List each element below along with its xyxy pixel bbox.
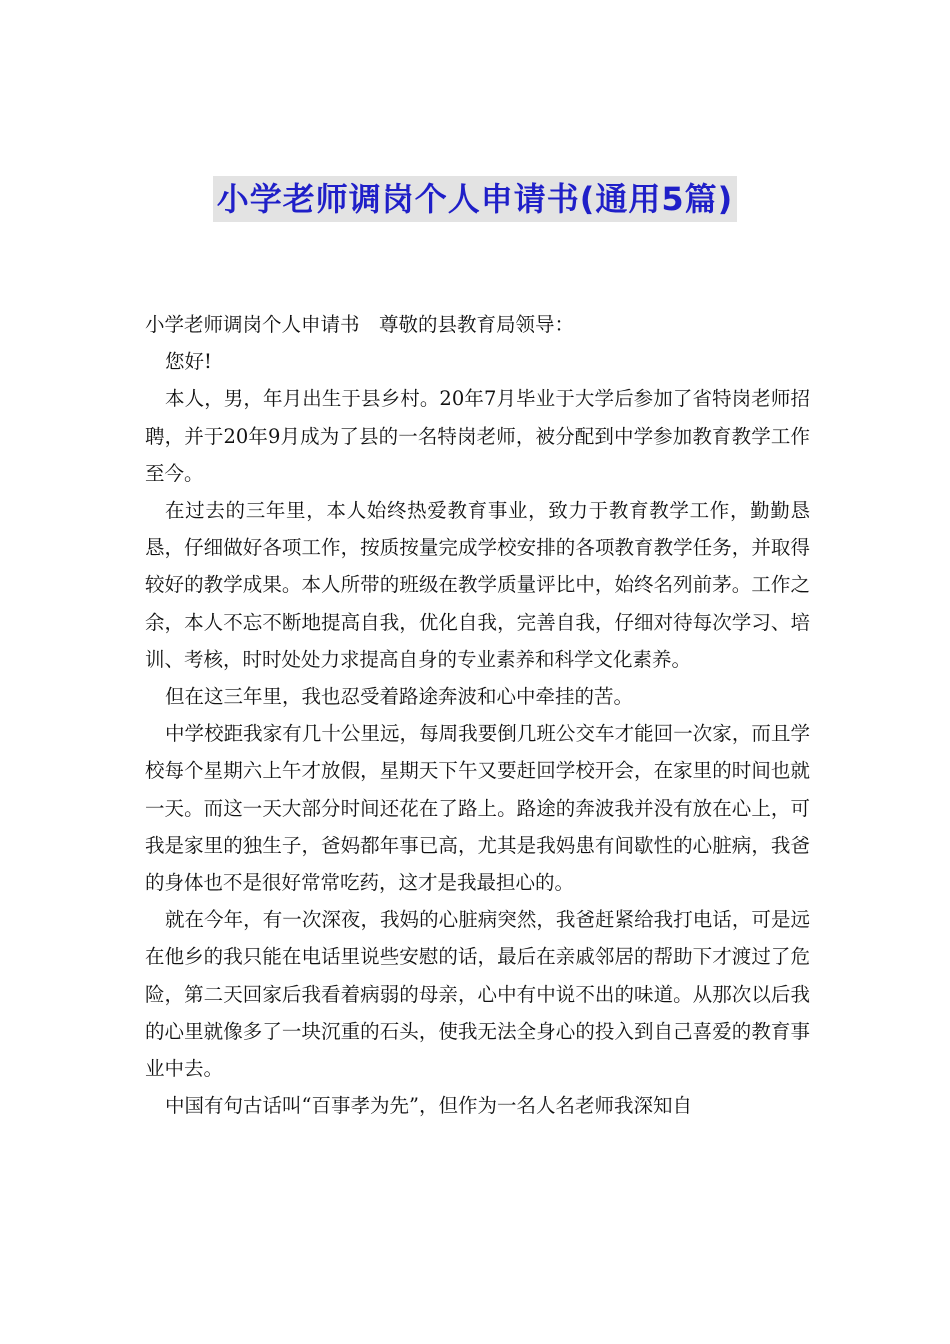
paragraph-greeting: 您好! [165,350,212,374]
paragraph-salutation: 小学老师调岗个人申请书 尊敬的县教育局领导： [145,313,575,336]
paragraph-hardship: 但在这三年里，我也忍受着路途奔波和心中牵挂的苦。 [165,685,634,709]
paragraph-incident: 就在今年，有一次深夜，我妈的心脏病突然，我爸赶紧给我打电话，可是远在他乡的我只能在电话里说些安慰的话，最后在亲戚邻居的帮助下才渡过了危险，第二天回家后我看着病弱的母亲，心中有中说不出的味道。从那次以后我的心里就像多了一块沉重的石头，使我无法全身心的投入到自己喜爱的教育事业中去。 [145,908,810,1081]
document-body [145,306,810,1124]
paragraph-work-record: 在过去的三年里，本人始终热爱教育事业，致力于教育教学工作，勤勤恳恳，仔细做好各项工作，按质按量完成学校安排的各项教育教学任务，并取得较好的教学成果。本人所带的班级在教学质量评比中，始终名列前茅。工作之余，本人不忘不断地提高自我，优化自我，完善自我，仔细对待每次学习、培训、考核，时时处处力求提高自身的专业素养和科学文化素养。 [145,499,810,671]
paragraph-introduction: 本人，男，年月出生于县乡村。20年7月毕业于大学后参加了省特岗老师招聘，并于20年9月成为了县的一名特岗老师，被分配到中学参加教育教学工作至今。 [145,387,810,485]
paragraph-commute: 中学校距我家有几十公里远，每周我要倒几班公交车才能回一次家，而且学校每个星期六上午才放假，星期天下午又要赶回学校开会，在家里的时间也就一天。而这一天大部分时间还花在了路上。路途的奔波我并没有放在心上，可我是家里的独生子，爸妈都年事已高，尤其是我妈患有间歇性的心脏病，我爸的身体也不是很好常常吃药，这才是我最担心的。 [145,722,810,895]
paragraph-filial-piety: 中国有句古话叫“百事孝为先”，但作为一名人名老师我深知自 [165,1094,692,1118]
document-title: 小学老师调岗个人申请书(通用5篇) [213,176,738,222]
title-container [0,176,950,222]
